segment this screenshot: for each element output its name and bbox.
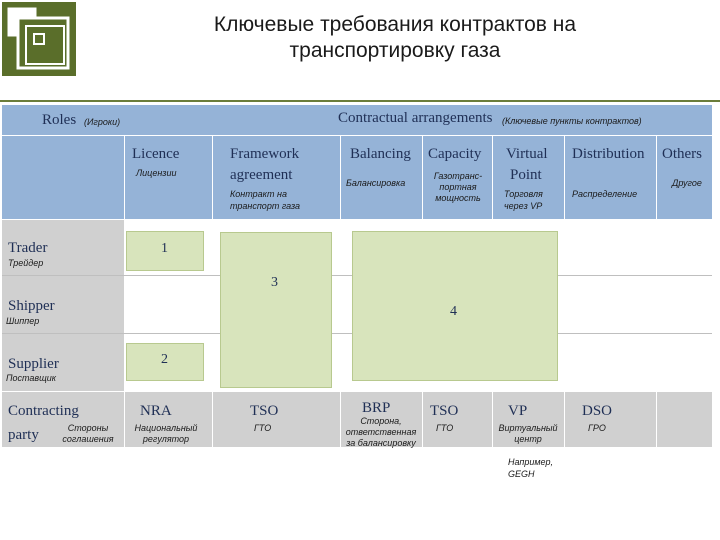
party-vp-ru <box>492 423 564 445</box>
party-dso-ru: ГРО <box>588 423 606 433</box>
row-shipper: Shipper <box>8 298 55 314</box>
col-licence: Licence <box>132 146 180 162</box>
col-others-ru: Другое <box>672 178 702 188</box>
box-3-label: 3 <box>271 275 278 290</box>
row-trader: Trader <box>8 240 48 256</box>
footnote-line2: GEGH <box>508 469 535 479</box>
logo-icon <box>0 0 80 80</box>
col-others: Others <box>662 146 702 162</box>
slide-title <box>140 12 650 64</box>
col-virtual-1: Virtual <box>506 146 548 162</box>
party-nra: NRA <box>140 403 172 419</box>
box-1-label: 1 <box>161 241 168 256</box>
col-distribution: Distribution <box>572 146 645 162</box>
party-nra-ru2: регулятор <box>142 434 190 444</box>
slide-title-line1: Ключевые требования контрактов на <box>213 13 577 36</box>
roles-ru-label: (Игроки) <box>84 117 121 127</box>
col-capacity-ru1: Газотранс- <box>433 171 483 181</box>
grid-line <box>2 135 712 136</box>
box-2-label: 2 <box>161 352 168 367</box>
box-3 <box>220 232 332 388</box>
party-brp-ru <box>342 416 420 449</box>
col-capacity-ru <box>428 171 488 204</box>
party-brp-ru3: за балансировку <box>346 438 416 448</box>
party-label-ru2: соглашения <box>62 434 114 444</box>
grid-line <box>340 135 341 447</box>
party-label-1: Contracting <box>8 403 79 419</box>
party-brp: BRP <box>362 400 391 416</box>
row-shipper-ru: Шиппер <box>6 316 40 326</box>
party-tso-1-ru: ГТО <box>254 423 272 433</box>
box-4-label: 4 <box>450 304 457 319</box>
col-capacity-ru2: портная <box>439 182 477 192</box>
title-divider <box>0 100 720 102</box>
box-2 <box>126 343 204 381</box>
col-virtual-ru1: Торговля <box>504 189 543 199</box>
grid-line <box>212 135 213 447</box>
col-balancing: Balancing <box>350 146 411 162</box>
party-dso: DSO <box>582 403 613 419</box>
party-tso-1: TSO <box>250 403 279 419</box>
party-label-ru <box>58 423 118 445</box>
party-label-2: party <box>8 427 39 443</box>
party-tso-2: TSO <box>430 403 459 419</box>
footnote-line1: Например, <box>508 457 554 467</box>
col-capacity-ru3: мощность <box>435 193 481 203</box>
party-brp-ru2: ответственная <box>345 427 417 437</box>
col-virtual-ru2: через VP <box>504 201 543 211</box>
col-framework-1: Framework <box>230 146 300 162</box>
row-trader-ru: Трейдер <box>8 258 44 268</box>
party-nra-ru <box>128 423 204 445</box>
footnote <box>508 456 553 480</box>
contractual-label: Contractual arrangements <box>338 110 493 126</box>
col-framework-2: agreement <box>230 167 293 183</box>
party-vp-ru2: центр <box>514 434 542 444</box>
party-nra-ru1: Национальный <box>134 423 198 433</box>
col-distribution-ru: Распределение <box>572 189 638 199</box>
party-vp-ru1: Виртуальный <box>498 423 558 433</box>
roles-label: Roles <box>42 112 77 128</box>
party-vp: VP <box>508 403 528 419</box>
row-supplier: Supplier <box>8 356 59 372</box>
party-tso-2-ru: ГТО <box>436 423 454 433</box>
party-label-ru1: Стороны <box>67 423 109 433</box>
grid-line <box>2 219 712 220</box>
grid-line <box>564 135 565 447</box>
contractual-ru-label: (Ключевые пункты контрактов) <box>502 116 642 126</box>
grid-line <box>656 135 657 447</box>
col-capacity: Capacity <box>428 146 482 162</box>
col-virtual-2: Point <box>510 167 542 183</box>
box-4 <box>352 231 558 381</box>
col-framework-ru1: Контракт на <box>230 189 287 199</box>
row-supplier-ru: Поставщик <box>6 373 57 383</box>
party-brp-ru1: Сторона, <box>360 416 402 426</box>
grid-line <box>2 391 712 392</box>
box-1 <box>126 231 204 271</box>
grid-line <box>124 135 125 447</box>
col-balancing-ru: Балансировка <box>346 178 406 188</box>
col-licence-ru: Лицензии <box>136 168 177 178</box>
slide-title-line2: транспортировку газа <box>289 39 501 62</box>
col-framework-ru2: транспорт газа <box>230 201 301 211</box>
